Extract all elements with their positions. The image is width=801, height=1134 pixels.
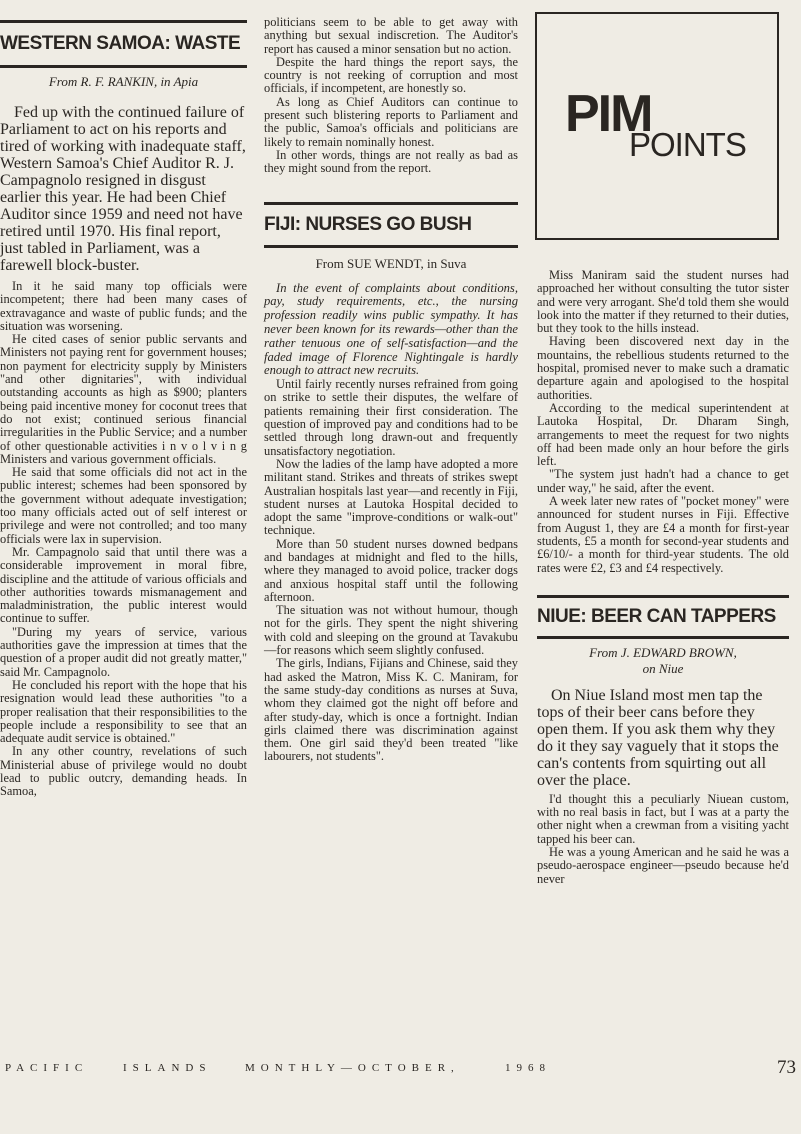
footer-word: 1968: [505, 1062, 551, 1074]
niue-lead: On Niue Island most men tap the tops of their beer cans before they open them. If you ask them why they do it they say vaguely that it stops the can's contents from squirting out all over the place.: [537, 686, 779, 789]
fiji-byline: From SUE WENDT, in Suva: [315, 255, 467, 271]
niue-byline-line2: on Niue: [642, 660, 684, 676]
samoa-paragraph: In any other country, revelations of such Ministerial abuse of privilege would no doubt lead to public outcry, demanding heads. In Samoa,: [0, 744, 247, 799]
fiji-paragraph: Until fairly recently nurses refrained from going on strike to settle their disputes, the welfare of patients remaining their first consideration. The question of improved pay and conditions had to be settled through long drawn-out and frequently unsatisfactory negotiation.: [264, 377, 518, 458]
fiji-paragraph: The girls, Indians, Fijians and Chinese, said they had asked the Matron, Miss K. C. Maniram, for the same study-day conditions as nurses at Suva, whom they claimed got the night off before and after study-day, which is once a fortnight. Indian girls claimed there was discrimination against them. One girl said they'd been treated "like labourers, not students".: [264, 656, 518, 764]
footer-word: MONTHLY—OCTOBER,: [245, 1062, 460, 1074]
samoa-body: [0, 280, 247, 799]
column-1: [0, 0, 247, 799]
fiji-headline: FIJI: NURSES GO BUSH: [264, 213, 472, 235]
samoa-paragraph: Mr. Campagnolo said that until there was a considerable improvement in moral fibre, discipline and the attitude of various officials and other authorities towards mismanagement and maladministration, the public interest would continue to suffer.: [0, 544, 247, 626]
samoa-paragraph: He said that some officials did not act in the public interest; schemes had been sponsored by the government without adequate investigation; too many officials acted out of self interest or privilege and were not controlled; and too many officials were lax in supervision.: [0, 465, 247, 546]
footer-word: PACIFIC: [5, 1062, 89, 1074]
samoa-paragraph: He concluded his report with the hope that his resignation would lead these authorities "to a proper realisation that their responsibilities to the people include a responsibility to see that an adequate audit service is obtained.": [0, 677, 247, 746]
headline-rule-bottom: [264, 245, 518, 248]
samoa-paragraph: "During my years of service, various authorities gave the impression at times that the question of a proper audit did not greatly matter," said Mr. Campagnolo.: [0, 624, 247, 679]
fiji-continued-paragraph: "The system just hadn't had a chance to get under way," he said, after the event.: [537, 467, 789, 495]
headline-rule-top: [537, 595, 789, 598]
fiji-continued-paragraph: Miss Maniram said the student nurses had approached her without consulting the tutor sister and were very arrogant. She'd told them she would look into the matter if they returned to their duties, but they took to the hills instead.: [537, 268, 789, 336]
headline-rule-bottom: [0, 65, 247, 68]
headline-rule-bottom: [537, 636, 789, 639]
footer-word: ISLANDS: [123, 1062, 212, 1074]
samoa-continued-paragraph: As long as Chief Auditors can continue to present such blistering reports to Parliament and the public, Samoa's officials and politicians are likely to remain nominally honest.: [264, 94, 518, 149]
samoa-paragraph: In it he said many top officials were incompetent; there had been many cases of extravagance and waste of public funds; and the situation was worsening.: [0, 279, 247, 333]
column-2: [264, 0, 518, 764]
samoa-headline: WESTERN SAMOA: WASTE: [0, 33, 241, 54]
headline-rule-top: [264, 202, 518, 205]
pim-logo-text: PIM: [565, 85, 652, 143]
page-number: 73: [777, 1057, 796, 1078]
samoa-continued-paragraph: In other words, things are not really as bad as they might sound from the report.: [264, 147, 518, 176]
niue-body: [537, 793, 789, 886]
fiji-body: [264, 378, 518, 764]
samoa-continued: [264, 16, 518, 176]
niue-headline: NIUE: BEER CAN TAPPERS: [537, 605, 776, 627]
samoa-byline: From R. F. RANKIN, in Apia: [48, 74, 199, 89]
samoa-continued-paragraph: Despite the hard things the report says, the country is not reeking of corruption and most officials, if incompetent, are honestly so.: [264, 54, 518, 96]
column-3: [537, 0, 789, 886]
niue-paragraph: He was a young American and he said he was a pseudo-aerospace engineer—pseudo because he'd never: [537, 845, 789, 886]
samoa-paragraph: He cited cases of senior public servants and Ministers not paying rent for government houses; non payment for electricity supply by Ministers "and other dignitaries", with individual outstanding accounts as high as $900; planters being paid incentive money for coconut trees that do not exist; continued serious financial irregularities in the Public Service; and a number of other questionable activities i n v o l v i n g Ministers and various government officials.: [0, 332, 247, 466]
fiji-paragraph: More than 50 student nurses downed bedpans and bandages at midnight and fled to the hills, where they managed to avoid police, tracker dogs and anxious hospital staff until the following afternoon.: [264, 536, 518, 604]
page-footer: [5, 1058, 795, 1080]
fiji-continued-paragraph: A week later new rates of "pocket money" were announced for student nurses in Fiji. Effective from August 1, they are £4 a month for first-year students, £5 a month for second-year students and £6/10/- a month for third-year students. The old rates were £2, £3 and £4 respectively.: [537, 494, 789, 575]
fiji-paragraph: The situation was not without humour, though not for the girls. They spent the night shivering with cold and sleeping on the ground at Tavakubu—for reasons which seem slightly confused.: [264, 603, 518, 658]
fiji-continued: [537, 269, 789, 575]
fiji-intro: In the event of complaints about conditions, pay, study requirements, etc., the nursing profession readily wins public sympathy. It has never been known for its rewards—other than the rather tenuous one of self-satisfaction—and the faded image of Florence Nightingale is hardly enough to attract new recruits.: [264, 280, 518, 378]
samoa-lead: Fed up with the continued failure of Parliament to act on his reports and tired of working with inadequate staff, Western Samoa's Chief Auditor R. J. Campagnolo resigned in disgust earlier this year. He had been Chief Auditor since 1959 and need not have retired until 1970. His final report, just tabled in Parliament, was a farewell block-buster.: [0, 104, 246, 274]
fiji-continued-paragraph: Having been discovered next day in the mountains, the rebellious students returned to the hospital, promised never to make such a dramatic departure again and apologised to the hospital authorities.: [537, 334, 789, 402]
fiji-paragraph: Now the ladies of the lamp have adopted a more militant stand. Strikes and threats of strikes swept Australian hospitals last year—and recently in Fiji, student nurses at Lautoka Hospital decided to adopt the same "improve-conditions or walk-out" technique.: [264, 456, 518, 538]
points-logo-text: POINTS: [629, 126, 746, 163]
samoa-continued-paragraph: politicians seem to be able to get away with anything but sexual indiscretion. The Auditor's report has caused a minor sensation but no action.: [264, 15, 518, 56]
niue-paragraph: I'd thought this a peculiarly Niuean custom, with no real basis in fact, but I was at a party the other night when a crewman from a visiting yacht tapped his beer can.: [537, 791, 789, 846]
fiji-continued-paragraph: According to the medical superintendent at Lautoka Hospital, Dr. Dharam Singh, arrangements to meet the request for two nights off had been made only an hour before the girls left.: [537, 400, 789, 469]
headline-rule-top: [0, 20, 247, 23]
niue-byline-line1: From J. EDWARD BROWN,: [589, 644, 737, 660]
